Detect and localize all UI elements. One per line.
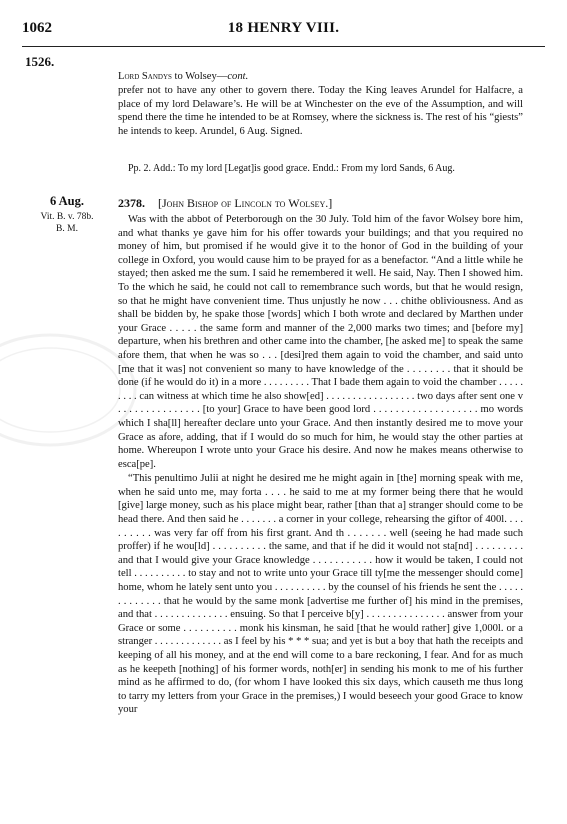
page-number: 1062: [22, 20, 52, 36]
continuation-title-name: Lord Sandys: [118, 71, 172, 82]
entry-heading: [118, 196, 523, 211]
continuation-meta: [118, 162, 523, 176]
margin-year: 1526.: [25, 54, 55, 69]
entry-body: [118, 213, 523, 717]
entry-reference-line-1: Vit. B. v. 78b.: [40, 212, 94, 222]
continuation-paragraph: prefer not to have any other to govern there. Today the King leaves Arundel for Halfacre, a place of my lord Delaware’s. He will be at Winchester on the eve of the Assumption, and will spend there the time he intended to be at Romsey, where the sickness is. The rest of his “giests” he intends to keep. Arundel, 6 Aug. Signed.: [118, 85, 523, 137]
entry-title: [John Bishop of Lincoln to Wolsey.]: [158, 196, 333, 210]
entry-reference: [22, 212, 112, 235]
continuation-title-cont: cont.: [227, 71, 249, 82]
entry-paragraph-2: “This penultimo Julii at night he desired me he might again in [the] morning speak with me, when he said unto me, may forta . . . . he said to me at my former being there that he would [give] large money, such as his place might bear, rather [than that a] stranger should come to be head there. And then said he . . . . . . . a corner in your college, rehearsing the giftor of 400l. . . . . . . . . . was very far off from his first grant. And th . . . . . . . well (seeing he had made such proffer) if he wou[ld] . . . . . . . . . . the same, and that if he did it would not sta[nd] . . . . . . . . . and that I would give your Grace knowledge . . . . . . . . . . . how it would be taken, I could not tell . . . . . . . . . . to stay and not to write unto your Grace till ty[me the messenger should come] home, whom he lately sent unto you . . . . . . . . . . by the counsel of his friends he sent the . . . . . . . . . . . . . that he would by the same monk [advertise me further of] his mind in the premises, and that . . . . . . . . . . . . . . ensuing. So that I perceive b[y] . . . . . . . . . . . . . . . answer from your Grace or some . . . . . . . . . . monk his kinsman, he said [that he would rather] give 1,000l. or a stranger . . . . . . . . . . . . . as I feel by his * * * sua; and yet is but a boy that hath the receipts and keeping of all his money, and at the end will come to a bare reckoning, I fear. And for as much as he keepeth [nothing] of his former words, noth[er] in sending his monk to me of his further mind as he affirmed to do, (for whom I have looked this six days, which causeth me thus long to tarry my letters from your Grace in the premises,) I would beseech your good Grace to know your: [118, 473, 523, 716]
continuation-body: [118, 84, 523, 138]
entry-number: 2378.: [118, 196, 145, 210]
continuation-meta-text: Pp. 2. Add.: To my lord [Legat]is good grace. Endd.: From my lord Sands, 6 Aug.: [128, 163, 455, 174]
continuation-title-rest: to Wolsey—: [171, 71, 228, 82]
continuation-title: [118, 70, 523, 84]
entry-paragraph-1: Was with the abbot of Peterborough on the 30 July. Told him of the favor Wolsey bore him, and what thanks ye gave him for his offer towards your buildings; and that you required no money of him, but promised if he would give it to the honor of God in the building of your college in Oxford, you would cause him to be prayed for as a benefactor. “And a little while he stayed; then asked me the sum. I said he remembered it well. He said, Nay. Then I showed him. To the which he said, he could not call to remembrance such words, but that he would resign, so that he might have convenient time. Thus unjustly he now . . . chithe obliviousness. And as shall be bidden by, he spake those [words] which I both wrote and declared by Marthen under your Grace . . . . . the same form and manner of the 2,000 marks two times; and [before my] departure, when his brethren and other came into the chamber, [he asked me] to speak the same afore them, that when he was so . . . [desi]red them again to void the chamber, and said unto [me that it was] not convenient so many to have knowledge of the . . . . . . . . that it should be done (if he would do it) in a more . . . . . . . . . That I bade them again to void the chamber . . . . . . . . . can witness at which time he also show[ed] . . . . . . . . . . . . . . . . . two days after sent one v . . . . . . . . . . . . . . . [to your] Grace to have been good lord . . . . . . . . . . . . . . . . . . . mo words which I sha[ll] hereafter declare unto your Grace. And then instantly desired me to move your Grace as afore, adding, that if I would do so much for him, he would stay the other parties at home. Whereupon I wrote unto your Grace his desire. And now he makes means otherwise to esca[pe].: [118, 214, 523, 470]
header-rule: [22, 46, 545, 47]
running-title: 18 HENRY VIII.: [227, 20, 340, 36]
entry-date: 6 Aug.: [49, 194, 85, 208]
entry-reference-line-2: B. M.: [56, 223, 78, 234]
page-header: [22, 20, 545, 46]
